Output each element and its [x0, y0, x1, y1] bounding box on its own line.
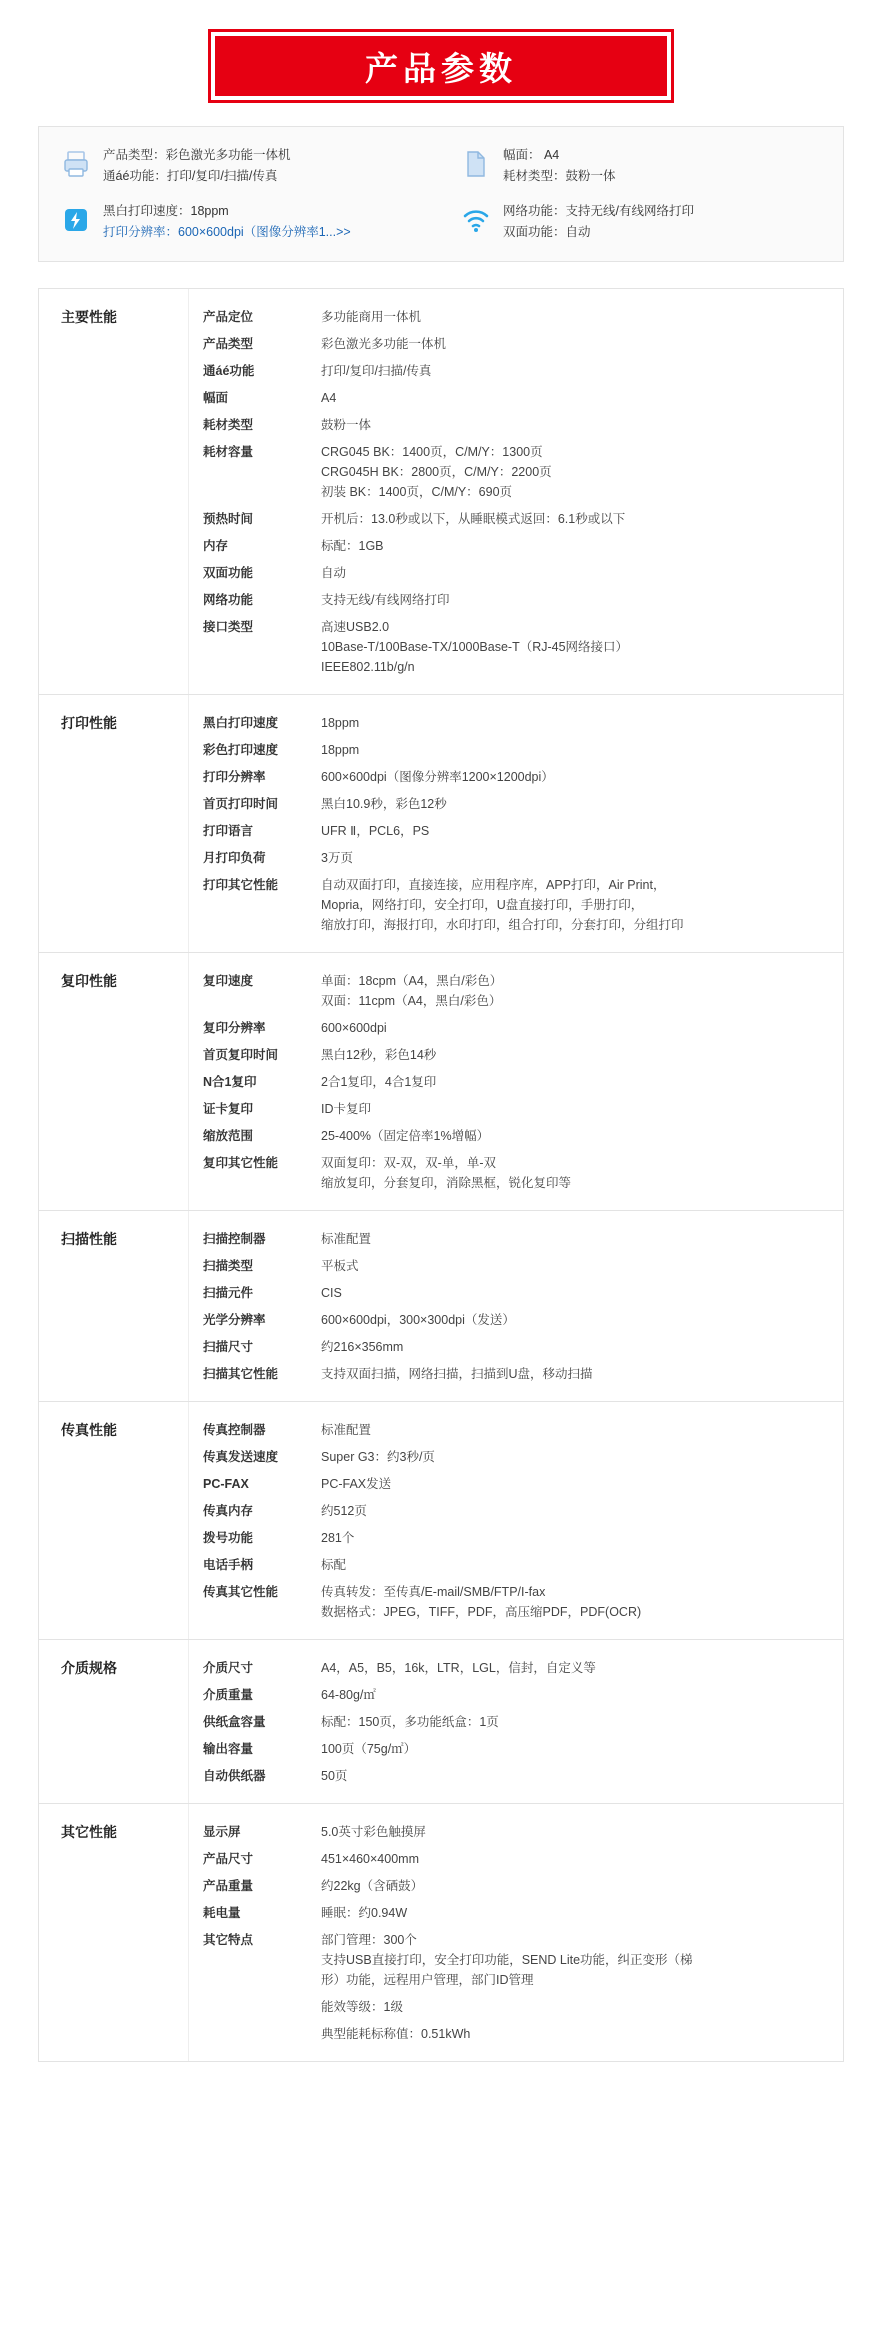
spec-table [38, 288, 844, 2062]
spec-row-key: 传真发送速度 [203, 1449, 279, 1464]
spec-row-key: 耗材容量 [203, 444, 254, 459]
spec-row-value [321, 1712, 833, 1732]
spec-value-line: 开机后：13.0秒或以下，从睡眠模式返回：6.1秒或以下 [321, 511, 626, 526]
spec-group [39, 953, 843, 1211]
spec-row-key: 首页打印时间 [203, 796, 279, 811]
spec-value-line: 鼓粉一体 [321, 417, 372, 432]
spec-value-line: 形）功能，远程用户管理，部门ID管理 [321, 1972, 534, 1987]
spec-group-body [189, 953, 843, 1210]
spec-row-value [321, 1045, 833, 1065]
spec-row-key: 首页复印时间 [203, 1047, 279, 1062]
spec-row-key: 打印其它性能 [203, 877, 279, 892]
spec-group-title: 复印性能 [39, 953, 189, 1210]
spec-row-value [321, 563, 833, 583]
summary-text: 幅面： A4 耗材类型：鼓粉一体 [503, 148, 616, 183]
spec-value-line: 睡眠：约0.94W [321, 1905, 408, 1920]
spec-value-line: 多功能商用一体机 [321, 309, 422, 324]
banner-wrapper [0, 18, 882, 126]
spec-row-value [321, 1501, 833, 1521]
summary-row [61, 201, 821, 243]
spec-row-key: 打印语言 [203, 823, 254, 838]
spec-row-key: 扫描元件 [203, 1285, 254, 1300]
spec-row [189, 1899, 833, 1926]
spec-row [189, 1068, 833, 1095]
spec-row-value [321, 740, 833, 760]
summary-cell-paper [461, 145, 616, 187]
page-title-banner [211, 32, 671, 100]
spec-group [39, 1402, 843, 1640]
spec-row-value [321, 794, 833, 814]
spec-row-value [321, 1903, 833, 1923]
spec-row [189, 1014, 833, 1041]
spec-row-key: 介质重量 [203, 1687, 254, 1702]
spec-row [189, 1735, 833, 1762]
spec-row [189, 1818, 833, 1845]
spec-row-key: 双面功能 [203, 565, 254, 580]
spec-value-line: 黑白12秒，彩色14秒 [321, 1047, 437, 1062]
spec-row-value [321, 1997, 833, 2017]
spec-row-key: 电话手柄 [203, 1557, 254, 1572]
spec-value-line: IEEE802.11b/g/n [321, 659, 415, 674]
spec-row-key: 自动供纸器 [203, 1768, 266, 1783]
spec-row-value [321, 1420, 833, 1440]
spec-row-value [321, 1528, 833, 1548]
spec-row-value [321, 1153, 833, 1193]
spec-value-line: 黑白10.9秒，彩色12秒 [321, 796, 447, 811]
spec-value-line: 自动 [321, 565, 347, 580]
spec-row-key: 传真控制器 [203, 1422, 266, 1437]
spec-group-title: 打印性能 [39, 695, 189, 952]
spec-row [189, 1578, 833, 1625]
spec-value-line: 约512页 [321, 1503, 367, 1518]
spec-row-key: 复印其它性能 [203, 1155, 279, 1170]
spec-value-line: 100页（75g/㎡） [321, 1741, 417, 1756]
spec-value-line: 标准配置 [321, 1422, 372, 1437]
spec-row-value [321, 307, 833, 327]
spec-value-line: A4，A5，B5，16k，LTR，LGL，信封，自定义等 [321, 1660, 596, 1675]
spec-row [189, 1122, 833, 1149]
spec-group-title: 介质规格 [39, 1640, 189, 1803]
spec-row-value [321, 1822, 833, 1842]
spec-row-value [321, 767, 833, 787]
spec-value-line: 451×460×400mm [321, 1851, 419, 1866]
spec-row [189, 1681, 833, 1708]
spec-row [189, 1279, 833, 1306]
spec-value-line: 标配 [321, 1557, 347, 1572]
spec-row [189, 1149, 833, 1196]
spec-row [189, 871, 833, 938]
spec-row-value [321, 1555, 833, 1575]
spec-row-value [321, 1849, 833, 1869]
spec-row-key: 其它特点 [203, 1932, 254, 1947]
spec-row [189, 1095, 833, 1122]
spec-row-key: 扫描类型 [203, 1258, 254, 1273]
spec-row [189, 1654, 833, 1681]
spec-row-key: 扫描其它性能 [203, 1366, 279, 1381]
spec-value-line: 约216×356mm [321, 1339, 404, 1354]
summary-text: 网络功能：支持无线/有线网络打印 双面功能：自动 [503, 204, 694, 239]
spec-row-key: 供纸盒容量 [203, 1714, 266, 1729]
spec-row-key: 黑白打印速度 [203, 715, 279, 730]
spec-row-key: 产品定位 [203, 309, 254, 324]
spec-row [189, 1551, 833, 1578]
spec-row [189, 384, 833, 411]
spec-row [189, 1470, 833, 1497]
paper-icon [461, 147, 491, 181]
spec-row-value [321, 536, 833, 556]
spec-row-value [321, 509, 833, 529]
spec-row-value [321, 1658, 833, 1678]
summary-cell-print-speed [61, 201, 461, 243]
spec-row [189, 303, 833, 330]
spec-row [189, 559, 833, 586]
spec-row-key: 产品类型 [203, 336, 254, 351]
spec-row [189, 586, 833, 613]
spec-row [189, 1926, 833, 1993]
spec-row-value [321, 1766, 833, 1786]
spec-row [189, 1416, 833, 1443]
spec-value-line: 传真转发：至传真/E-mail/SMB/FTP/I-fax [321, 1584, 546, 1599]
spec-group [39, 1211, 843, 1402]
spec-row-value [321, 1072, 833, 1092]
spec-row-value [321, 1364, 833, 1384]
spec-row-key: 打印分辨率 [203, 769, 266, 784]
spec-row-value [321, 1283, 833, 1303]
spec-row-key: 缩放范围 [203, 1128, 254, 1143]
spec-value-line: 支持USB直接打印，安全打印功能，SEND Lite功能，纠正变形（梯 [321, 1952, 693, 1967]
spec-value-line: 600×600dpi（图像分辨率1200×1200dpi） [321, 769, 554, 784]
spec-value-line: 支持无线/有线网络打印 [321, 592, 450, 607]
spec-row [189, 1497, 833, 1524]
spec-row-key: 通áé功能 [203, 363, 255, 378]
spec-row [189, 1041, 833, 1068]
spec-value-line: 标配：1GB [321, 538, 384, 553]
spec-value-line: PC-FAX发送 [321, 1476, 392, 1491]
spec-row-key: 扫描控制器 [203, 1231, 266, 1246]
spec-row [189, 1333, 833, 1360]
speed-icon [61, 203, 91, 237]
spec-row-value [321, 361, 833, 381]
spec-row-key: 产品尺寸 [203, 1851, 254, 1866]
spec-row-key: 光学分辨率 [203, 1312, 266, 1327]
spec-row [189, 1306, 833, 1333]
spec-group-body [189, 1402, 843, 1639]
spec-value-line: Mopria，网络打印，安全打印，U盘直接打印，手册打印， [321, 897, 644, 912]
spec-row-value [321, 848, 833, 868]
spec-row [189, 1225, 833, 1252]
spec-row-value [321, 388, 833, 408]
spec-row-value [321, 713, 833, 733]
spec-value-line: 64-80g/㎡ [321, 1687, 376, 1702]
spec-row-value [321, 971, 833, 1011]
spec-row [189, 505, 833, 532]
spec-value-line: 缩放打印，海报打印，水印打印，组合打印，分套打印，分组打印 [321, 917, 684, 932]
spec-value-line: 标准配置 [321, 1231, 372, 1246]
spec-row [189, 1252, 833, 1279]
summary-text: 黑白打印速度：18ppm 打印分辨率：600×600dpi（图像分辨率1...>> [103, 204, 351, 239]
spec-value-line: 10Base-T/100Base-TX/1000Base-T（RJ-45网络接口） [321, 639, 629, 654]
spec-value-line: 双面：11cpm（A4，黑白/彩色） [321, 993, 502, 1008]
spec-row-key: 输出容量 [203, 1741, 254, 1756]
spec-value-line: 约22kg（含硒鼓） [321, 1878, 424, 1893]
spec-row-key: 传真其它性能 [203, 1584, 279, 1599]
spec-row-value [321, 1876, 833, 1896]
spec-value-line: 50页 [321, 1768, 348, 1783]
spec-value-line: 600×600dpi，300×300dpi（发送） [321, 1312, 515, 1327]
spec-row-value [321, 1474, 833, 1494]
spec-row-key: 复印分辨率 [203, 1020, 266, 1035]
spec-row [189, 817, 833, 844]
summary-cell-product-type [61, 145, 461, 187]
spec-row [189, 736, 833, 763]
spec-group-title: 扫描性能 [39, 1211, 189, 1401]
spec-value-line: 自动双面打印，直接连接，应用程序库，APP打印，Air Print， [321, 877, 666, 892]
spec-value-line: 18ppm [321, 742, 360, 757]
spec-row [189, 532, 833, 559]
spec-row-key: 显示屏 [203, 1824, 241, 1839]
spec-value-line: 典型能耗标称值：0.51kWh [321, 2026, 471, 2041]
spec-row-key: 接口类型 [203, 619, 254, 634]
spec-row-value [321, 1337, 833, 1357]
spec-value-line: UFR Ⅱ，PCL6，PS [321, 823, 430, 838]
spec-row-key: 网络功能 [203, 592, 254, 607]
spec-value-line: 双面复印：双-双，双-单，单-双 [321, 1155, 496, 1170]
spec-row-key: 耗电量 [203, 1905, 241, 1920]
spec-value-line: Super G3：约3秒/页 [321, 1449, 435, 1464]
spec-row-key: 月打印负荷 [203, 850, 266, 865]
spec-row-key: 幅面 [203, 390, 229, 405]
spec-value-line: 数据格式：JPEG，TIFF，PDF，高压缩PDF，PDF(OCR) [321, 1604, 642, 1619]
spec-group-body [189, 1211, 843, 1401]
spec-row [189, 1443, 833, 1470]
spec-value-line: 18ppm [321, 715, 360, 730]
spec-value-line: 平板式 [321, 1258, 359, 1273]
spec-row [189, 763, 833, 790]
spec-row-value [321, 1310, 833, 1330]
spec-row-key: N合1复印 [203, 1074, 257, 1089]
spec-row [189, 1845, 833, 1872]
spec-value-line: 3万页 [321, 850, 353, 865]
spec-value-line: 高速USB2.0 [321, 619, 390, 634]
spec-row-key: 拨号功能 [203, 1530, 254, 1545]
summary-box [38, 126, 844, 262]
spec-row-key: 内存 [203, 538, 229, 553]
spec-row-key: 预热时间 [203, 511, 254, 526]
summary-text: 产品类型：彩色激光多功能一体机 通áé功能：打印/复印/扫描/传真 [103, 148, 291, 183]
spec-row [189, 1993, 833, 2020]
spec-row-value [321, 590, 833, 610]
spec-value-line: A4 [321, 390, 337, 405]
spec-row-value [321, 875, 833, 935]
spec-row-value [321, 442, 833, 502]
spec-row-value [321, 1447, 833, 1467]
spec-row-key: 介质尺寸 [203, 1660, 254, 1675]
spec-value-line: 部门管理：300个 [321, 1932, 417, 1947]
spec-value-line: ID卡复印 [321, 1101, 372, 1116]
spec-row-value [321, 617, 833, 677]
page-title: 产品参数 [365, 49, 517, 87]
spec-row [189, 1360, 833, 1387]
spec-row-key: 证卡复印 [203, 1101, 254, 1116]
spec-row-key: 传真内存 [203, 1503, 254, 1518]
spec-group-body [189, 695, 843, 952]
spec-row-value [321, 1930, 833, 1990]
spec-row [189, 2020, 833, 2047]
spec-row [189, 790, 833, 817]
spec-row-value [321, 415, 833, 435]
spec-group [39, 1640, 843, 1804]
spec-value-line: CIS [321, 1285, 342, 1300]
spec-row [189, 438, 833, 505]
spec-value-line: 缩放复印，分套复印，消除黑框，锐化复印等 [321, 1175, 572, 1190]
spec-group [39, 289, 843, 695]
spec-value-line: 281个 [321, 1530, 355, 1545]
spec-row-value [321, 1256, 833, 1276]
spec-value-line: 打印/复印/扫描/传真 [321, 363, 432, 378]
spec-row [189, 411, 833, 438]
spec-row [189, 357, 833, 384]
spec-group-title: 主要性能 [39, 289, 189, 694]
spec-value-line: CRG045H BK：2800页，C/M/Y：2200页 [321, 464, 552, 479]
spec-row [189, 967, 833, 1014]
spec-row-value [321, 1229, 833, 1249]
spec-group-body [189, 1640, 843, 1803]
spec-value-line: 彩色激光多功能一体机 [321, 336, 447, 351]
spec-row-key: 耗材类型 [203, 417, 254, 432]
spec-row-value [321, 1739, 833, 1759]
spec-row-value [321, 1126, 833, 1146]
spec-group-title: 其它性能 [39, 1804, 189, 2061]
spec-row-value [321, 1582, 833, 1622]
spec-row [189, 1872, 833, 1899]
spec-value-line: 能效等级：1级 [321, 1999, 403, 2014]
spec-row-key: 复印速度 [203, 973, 254, 988]
spec-group-title: 传真性能 [39, 1402, 189, 1639]
spec-row-value [321, 2024, 833, 2044]
spec-row [189, 613, 833, 680]
spec-row-value [321, 821, 833, 841]
spec-row-value [321, 1099, 833, 1119]
spec-row [189, 844, 833, 871]
spec-value-line: 25-400%（固定倍率1%增幅） [321, 1128, 490, 1143]
spec-row [189, 1762, 833, 1789]
spec-value-line: 单面：18cpm（A4，黑白/彩色） [321, 973, 503, 988]
spec-value-line: 2合1复印，4合1复印 [321, 1074, 437, 1089]
summary-row [61, 145, 821, 187]
spec-row [189, 1524, 833, 1551]
spec-value-line: 5.0英寸彩色触摸屏 [321, 1824, 426, 1839]
spec-group [39, 1804, 843, 2062]
spec-row-key: 彩色打印速度 [203, 742, 279, 757]
spec-row-value [321, 1018, 833, 1038]
spec-row [189, 1708, 833, 1735]
spec-row [189, 709, 833, 736]
spec-row [189, 330, 833, 357]
spec-row-value [321, 334, 833, 354]
spec-row-key: 产品重量 [203, 1878, 254, 1893]
printer-icon [61, 147, 91, 181]
summary-cell-network [461, 201, 694, 243]
wifi-icon [461, 203, 491, 237]
spec-value-line: 标配：150页，多功能纸盒：1页 [321, 1714, 499, 1729]
spec-group [39, 695, 843, 953]
spec-group-body [189, 289, 843, 694]
spec-value-line: CRG045 BK：1400页，C/M/Y：1300页 [321, 444, 543, 459]
spec-row-key: PC-FAX [203, 1476, 249, 1491]
spec-value-line: 600×600dpi [321, 1020, 387, 1035]
spec-row-value [321, 1685, 833, 1705]
spec-group-body [189, 1804, 843, 2061]
spec-value-line: 支持双面扫描，网络扫描，扫描到U盘，移动扫描 [321, 1366, 593, 1381]
spec-value-line: 初装 BK：1400页，C/M/Y：690页 [321, 484, 513, 499]
spec-row-key: 扫描尺寸 [203, 1339, 254, 1354]
